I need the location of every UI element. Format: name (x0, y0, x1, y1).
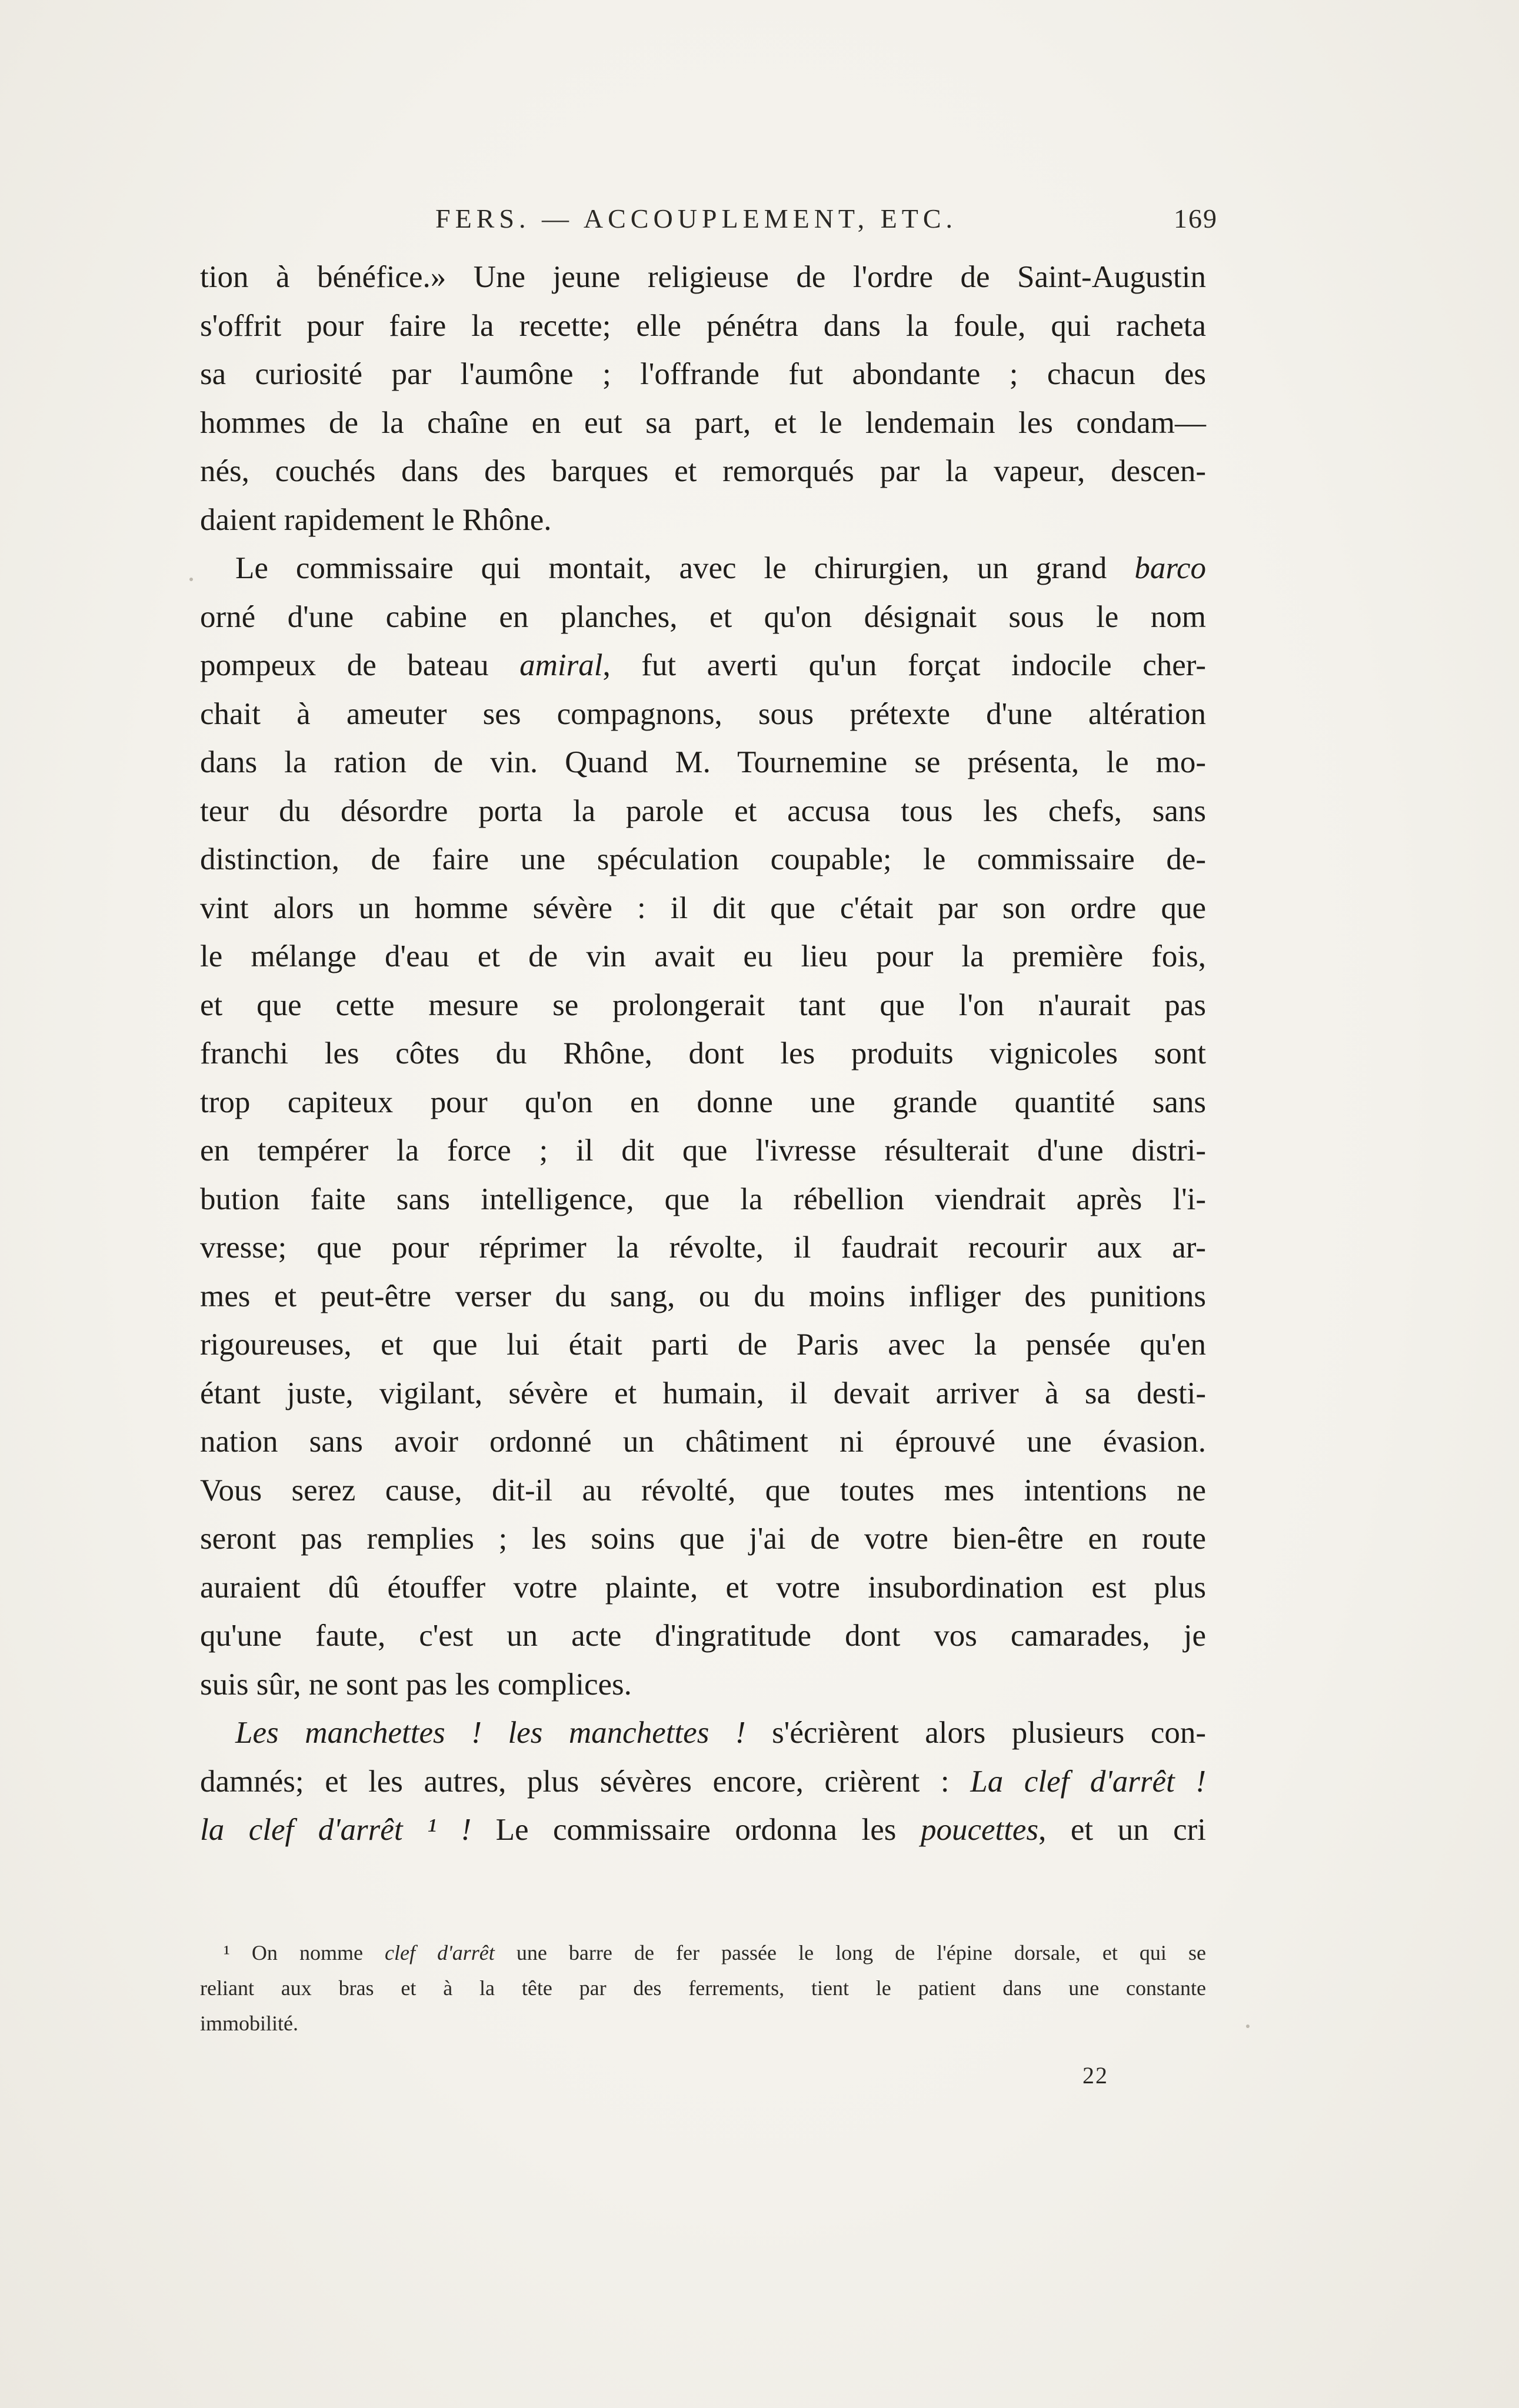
text-line (200, 1757, 1206, 1806)
text-line (200, 544, 1206, 593)
text-run: Le commissaire ordonna les (495, 1813, 921, 1847)
running-title: FERS. — ACCOUPLEMENT, ETC. (435, 204, 957, 234)
text-line: teur du désordre porta la parole et accusa tous les chefs, sans (200, 793, 1206, 828)
page-number: 169 (1174, 204, 1218, 234)
footnotes (200, 1935, 1206, 2041)
text-run: ¹ On nomme (224, 1941, 385, 1965)
text-line: orné d'une cabine en planches, et qu'on désignait sous le nom (200, 599, 1206, 634)
text-line: seront pas remplies ; les soins que j'ai de votre bien-être en route (200, 1522, 1206, 1556)
signature-mark: 22 (1082, 2062, 1108, 2089)
paper-speck (1246, 2025, 1250, 2028)
text-line: en tempérer la force ; il dit que l'ivresse résulterait d'une distri- (200, 1133, 1206, 1168)
text-line: trop capiteux pour qu'on en donne une grande quantité sans (200, 1085, 1206, 1119)
text-line: bution faite sans intelligence, que la rébellion viendrait après l'i- (200, 1182, 1206, 1216)
footnote-line: immobilité. (200, 2012, 298, 2035)
text-line: le mélange d'eau et de vin avait eu lieu pour la première fois, (200, 939, 1206, 973)
italic-cry-manchettes: Les manchettes ! les manchettes ! (235, 1716, 746, 1750)
text-line: auraient dû étouffer votre plainte, et votre insubordination est plus (200, 1570, 1206, 1605)
text-line: et que cette mesure se prolongerait tant que l'on n'aurait pas (200, 988, 1206, 1022)
text-run: , et un cri (1038, 1813, 1206, 1847)
footnote-line (200, 1935, 1206, 1970)
text-run: une barre de fer passée le long de l'épine dorsale, et qui se (494, 1941, 1206, 1965)
text-line: mes et peut-être verser du sang, ou du moins infliger des punitions (200, 1279, 1206, 1313)
text-line: vresse; que pour réprimer la révolte, il faudrait recourir aux ar- (200, 1230, 1206, 1265)
text-line (200, 1806, 1206, 1855)
italic-term-poucettes: poucettes (920, 1813, 1039, 1847)
text-run: pompeux de bateau (200, 648, 520, 682)
text-line: Vous serez cause, dit-il au révolté, que toutes mes intentions ne (200, 1473, 1206, 1507)
italic-term-amiral: amiral (519, 648, 603, 682)
text-run: damnés; et les autres, plus sévères encore, crièrent : (200, 1764, 971, 1799)
text-line: qu'une faute, c'est un acte d'ingratitude dont vos camarades, je (200, 1619, 1206, 1653)
text-line (200, 641, 1206, 690)
text-line: nation sans avoir ordonné un châtiment ni éprouvé une évasion. (200, 1425, 1206, 1459)
text-run: Le commissaire qui montait, avec le chirurgien, un grand (235, 551, 1135, 585)
italic-cry-clef: La clef d'arrêt ! (970, 1764, 1206, 1799)
italic-term-barco: barco (1134, 551, 1206, 585)
text-line: nés, couchés dans des barques et remorqués par la vapeur, descen- (200, 454, 1206, 488)
footnote-reference: ¹ ! (427, 1813, 472, 1847)
text-line: chait à ameuter ses compagnons, sous prétexte d'une altération (200, 696, 1206, 731)
text-line: rigoureuses, et que lui était parti de Paris avec la pensée qu'en (200, 1328, 1206, 1362)
text-line: étant juste, vigilant, sévère et humain, il devait arriver à sa desti- (200, 1376, 1206, 1410)
body-text (200, 253, 1206, 1855)
text-run: s'écrièrent alors plusieurs con- (772, 1716, 1206, 1750)
running-head (200, 203, 1218, 244)
text-line: hommes de la chaîne en eut sa part, et le lendemain les condam— (200, 405, 1206, 440)
text-line: sa curiosité par l'aumône ; l'offrande fut abondante ; chacun des (200, 357, 1206, 391)
text-run: , fut averti qu'un forçat indocile cher- (602, 648, 1206, 682)
paper-speck (189, 578, 193, 581)
text-line: vint alors un homme sévère : il dit que c'était par son ordre que (200, 891, 1206, 925)
italic-cry-clef-2: la clef d'arrêt (200, 1813, 403, 1847)
footnote-line: reliant aux bras et à la tête par des ferrements, tient le patient dans une constante (200, 1976, 1206, 2000)
text-line: franchi les côtes du Rhône, dont les produits vignicoles sont (200, 1036, 1206, 1070)
text-line: daient rapidement le Rhône. (200, 502, 552, 537)
footnote-term: clef d'arrêt (385, 1941, 495, 1965)
text-line: suis sûr, ne sont pas les complices. (200, 1667, 632, 1702)
text-line: dans la ration de vin. Quand M. Tournemine se présenta, le mo- (200, 745, 1206, 779)
text-line (200, 1709, 1206, 1757)
text-line: s'offrit pour faire la recette; elle pénétra dans la foule, qui racheta (200, 308, 1206, 343)
text-line: tion à bénéfice.» Une jeune religieuse de l'ordre de Saint-Augustin (200, 260, 1206, 294)
text-line: distinction, de faire une spéculation coupable; le commissaire de- (200, 842, 1206, 876)
